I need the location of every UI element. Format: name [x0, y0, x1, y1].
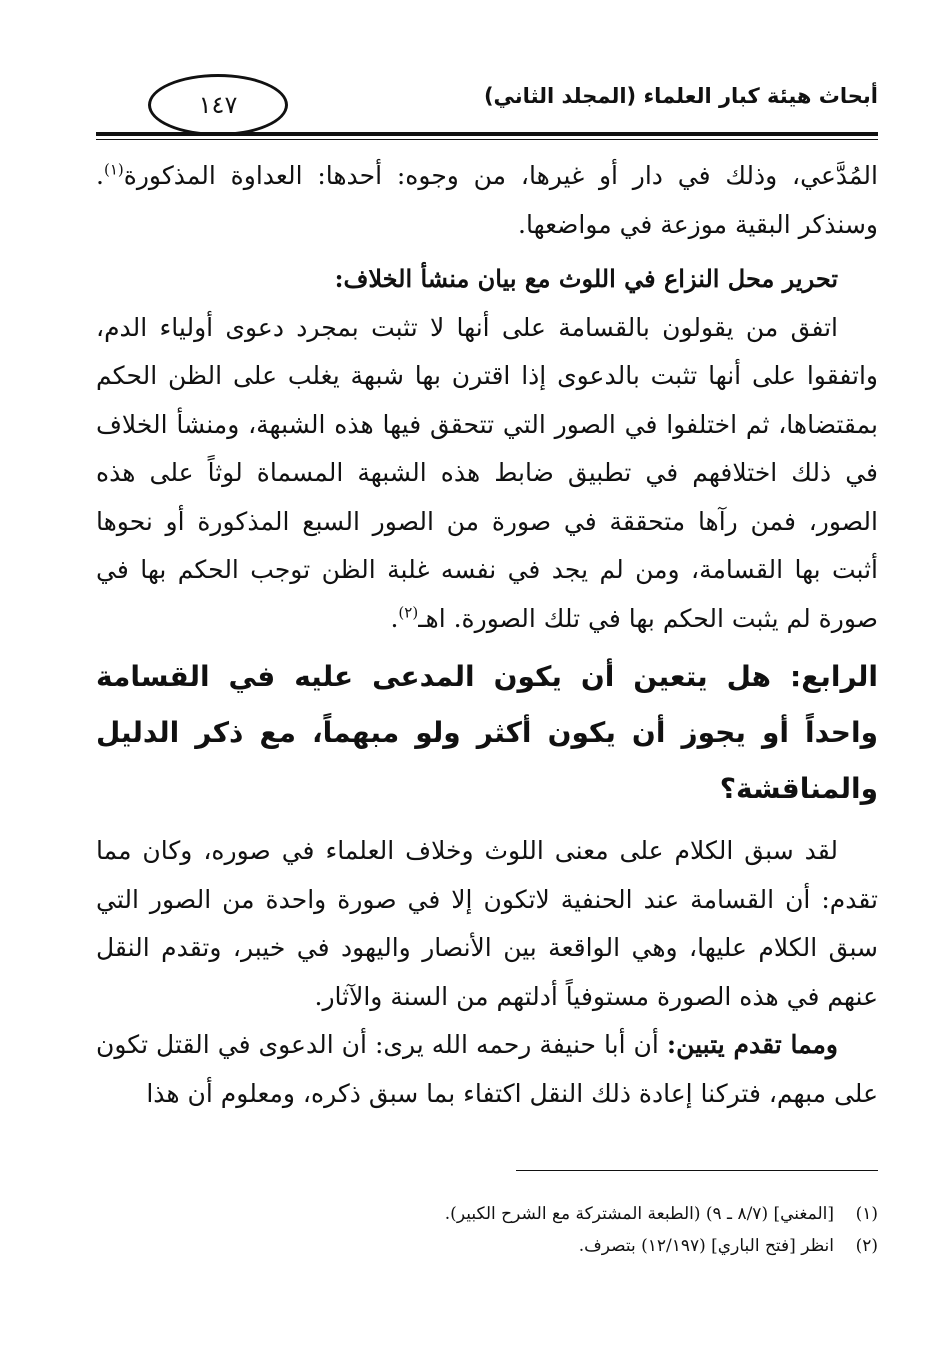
footnote-number: (٢)	[855, 1236, 878, 1256]
footnote-text: انظر [فتح الباري] (١٢/١٩٧) بتصرف.	[578, 1236, 834, 1256]
header-rule-thin	[96, 139, 878, 140]
section-subheading: تحرير محل النزاع في اللوث مع بيان منشأ الخلاف:	[334, 264, 838, 293]
paragraph-4: ومما تقدم يتبين: أن أبا حنيفة رحمه الله يرى: أن الدعوى في القتل تكون على مبهم، فتركنا إعادة ذلك النقل اكتفاء بما سبق ذكره، ومعلوم أن هذا	[96, 1030, 878, 1108]
running-title: أبحاث هيئة كبار العلماء (المجلد الثاني)	[483, 84, 878, 108]
footnote-2	[96, 1230, 878, 1262]
page-header	[96, 70, 878, 130]
paragraph-3: لقد سبق الكلام على معنى اللوث وخلاف العلماء في صوره، وكان مما تقدم: أن القسامة عند الحنفية لاتكون إلا في صورة واحدة من الصور التي سبق الكلام عليها، وهي الواقعة بين الأنصار واليهود في خيبر، وتقدم النقل عنهم في هذه الصورة مستوفياً أدلتهم من السنة والآثار.	[96, 836, 878, 1011]
footnote-number: (١)	[855, 1204, 878, 1224]
footnote-1	[96, 1198, 878, 1230]
footnote-rule	[516, 1170, 878, 1171]
footnotes	[96, 1198, 878, 1262]
paragraph-4-lead: ومما تقدم يتبين:	[666, 1030, 838, 1059]
page-number: ١٤٧	[148, 74, 288, 136]
footnote-ref-1: (١)	[103, 160, 124, 179]
paragraph-2: اتفق من يقولون بالقسامة على أنها لا تثبت بمجرد دعوى أولياء الدم، واتفقوا على أنها تثبت بالدعوى إذا اقترن بها شبهة يغلب على الظن الحكم بمقتضاها، ثم اختلفوا في الصور التي تتحقق فيها هذه الشبهة، ومنشأ الخلاف في ذلك اختلافهم في تطبيق ضابط هذه الشبهة المسماة لوثاً على هذه الصور، فمن رآها متحققة في صورة من الصور السبع المذكورة أو نحوها أثبت بها القسامة، ومن لم يجد في نفسه غلبة الظن توجب الحكم بها في صورة لم يثبت الحكم بها في تلك الصورة. اهـ$^{(٢)}$.	[96, 312, 878, 633]
main-text	[96, 152, 878, 1118]
header-rule-thick	[96, 132, 878, 136]
footnote-ref-2: (٢)	[398, 603, 419, 622]
footnote-text: [المغني] (٨/٧ ـ ٩) (الطبعة المشتركة مع الشرح الكبير).	[444, 1204, 834, 1224]
paragraph-1: المُدَّعي، وذلك في دار أو غيرها، من وجوه: أحدها: العداوة المذكورة$^{(١)}$. وسنذكر البقية موزعة في مواضعها.	[96, 160, 878, 239]
section-heading: الرابع: هل يتعين أن يكون المدعى عليه في القسامة واحداً أو يجوز أن يكون أكثر ولو مبهماً، مع ذكر الدليل والمناقشة؟	[96, 660, 878, 805]
